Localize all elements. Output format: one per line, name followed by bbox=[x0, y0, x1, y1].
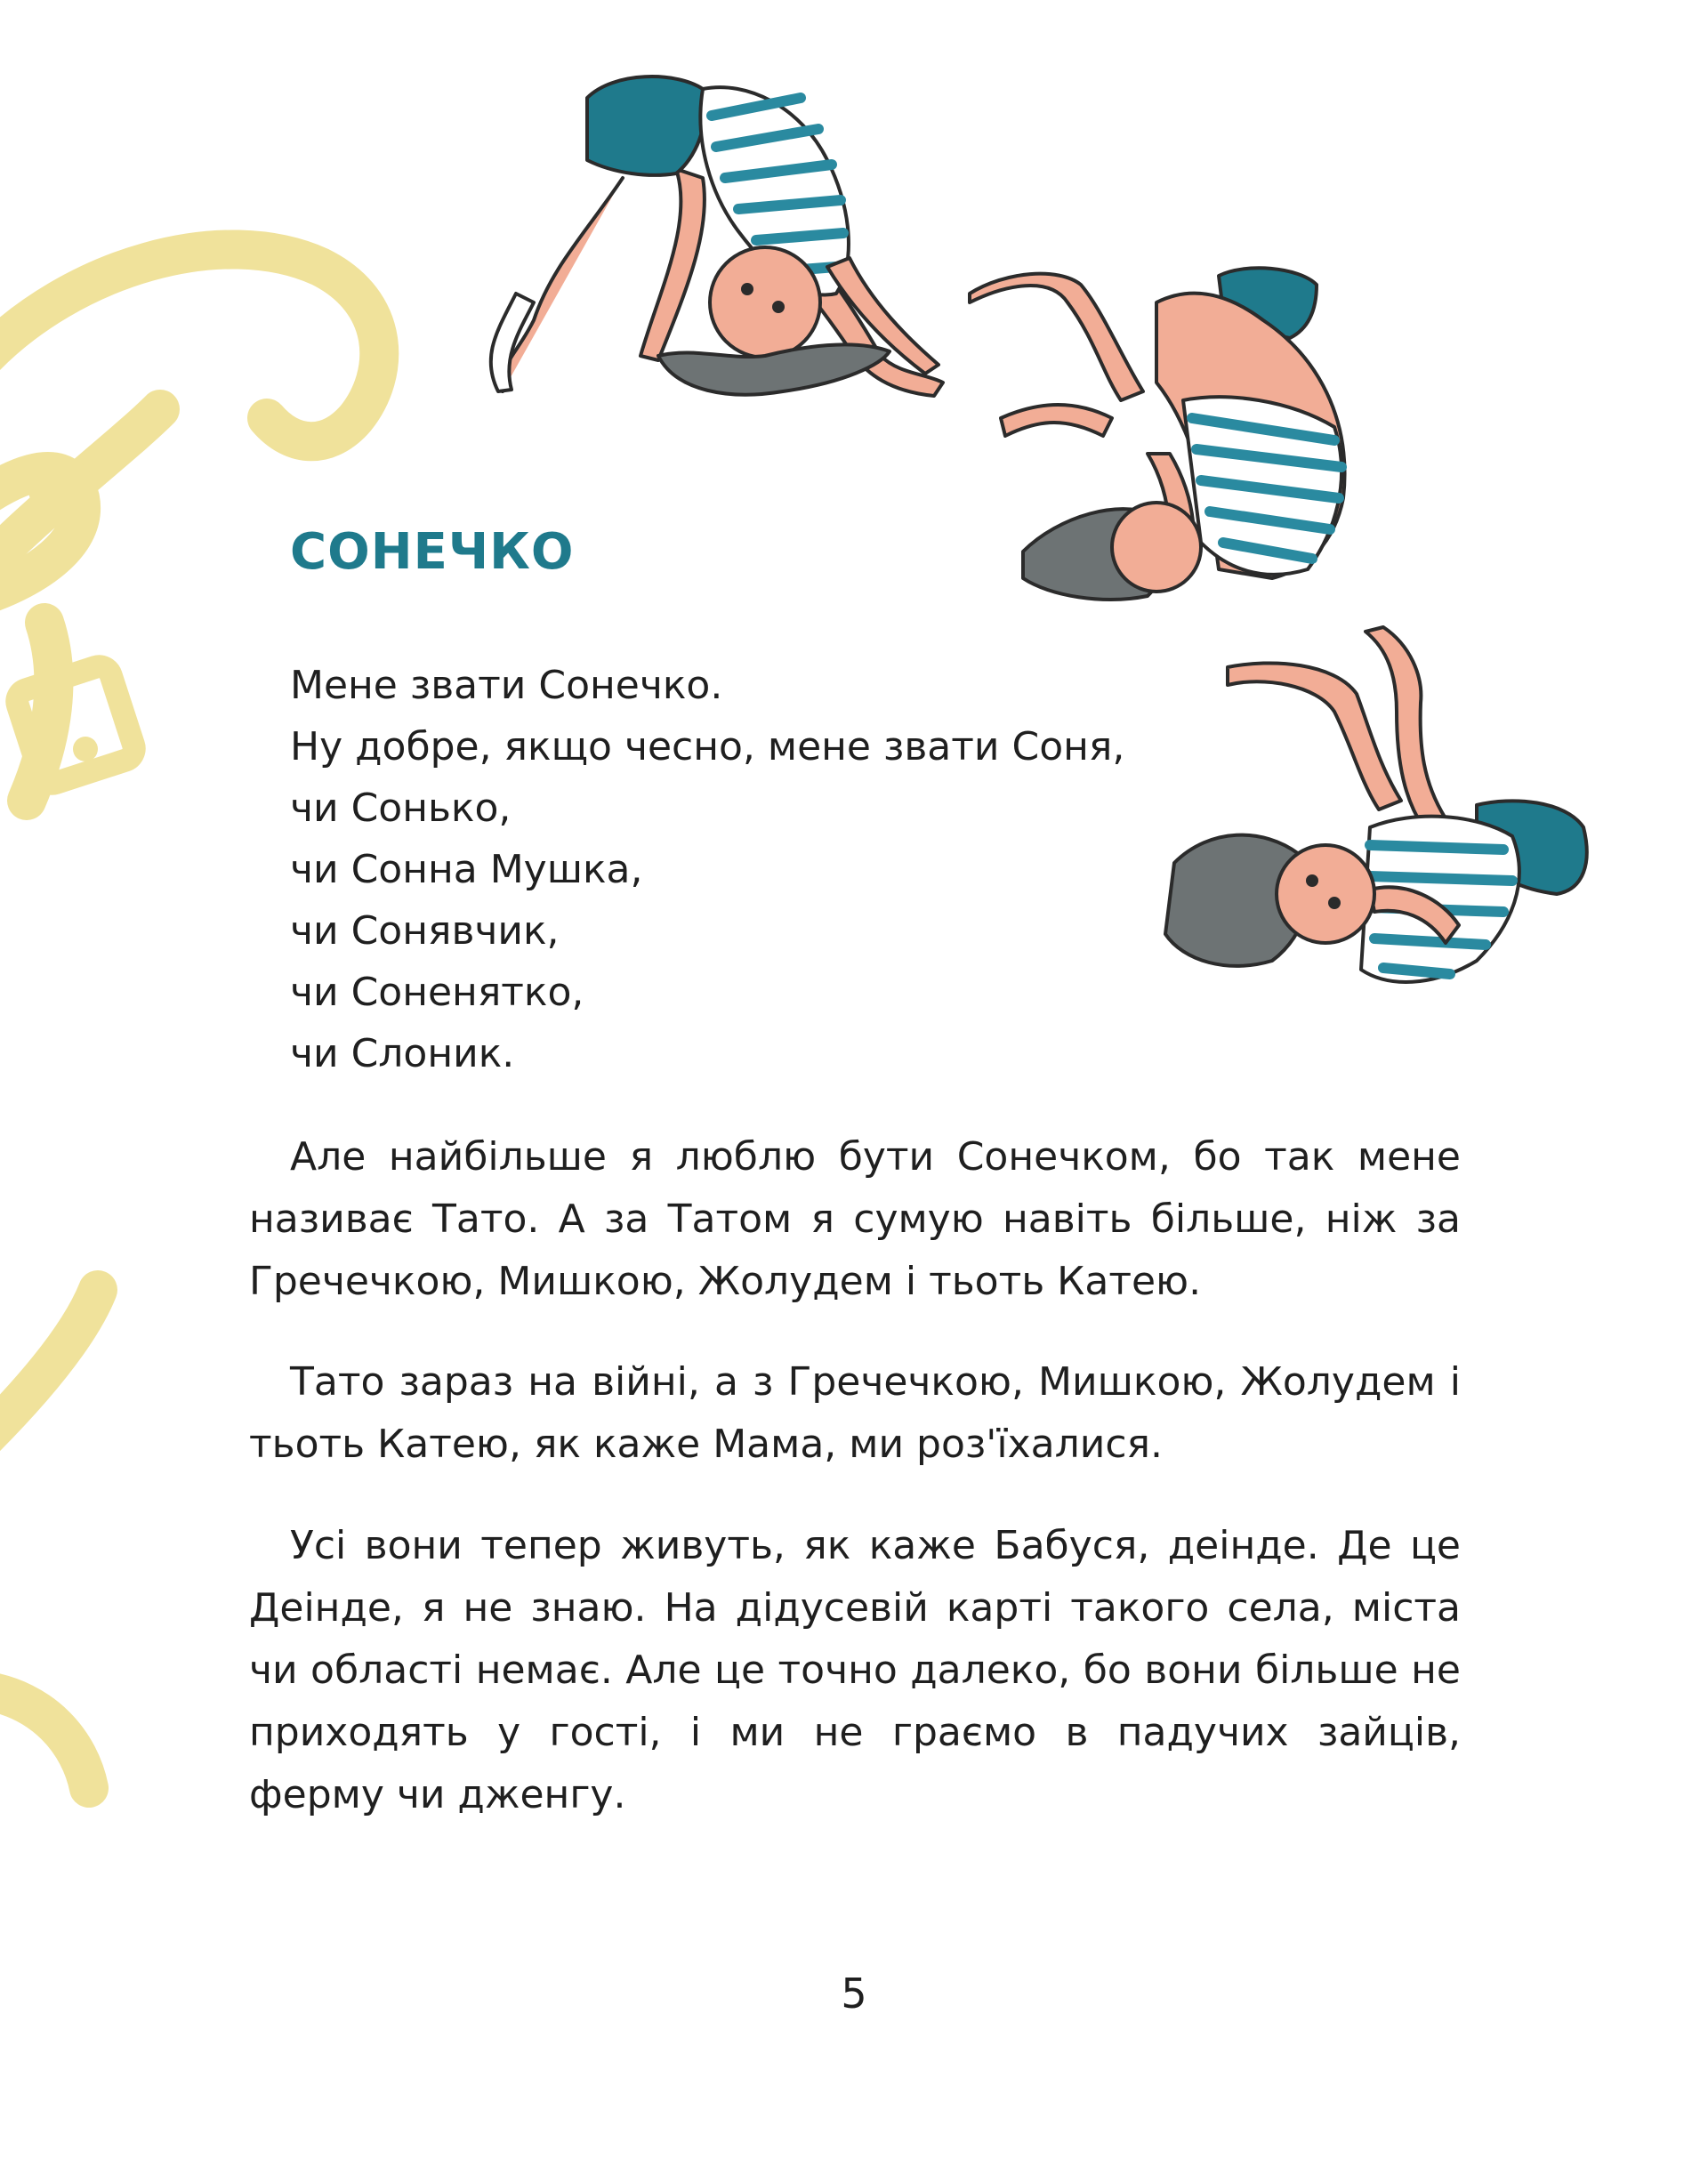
poem-line: чи Сонявчик, bbox=[290, 908, 560, 954]
poem bbox=[290, 655, 1269, 1084]
poem-line: чи Сонна Мушка, bbox=[290, 847, 643, 892]
page-number: 5 bbox=[841, 1970, 867, 2018]
poem-line: чи Соненятко, bbox=[290, 970, 584, 1015]
poem-line: Мене звати Сонечко. bbox=[290, 663, 723, 708]
poem-line: чи Сонько, bbox=[290, 785, 512, 831]
paragraph: Але найбільше я люблю бути Сонечком, бо так мене називає Тато. А за Татом я сумую навіть більше, ніж за Гречечкою, Мишкою, Жолудем і тьоть Катею. bbox=[249, 1134, 1461, 1304]
poem-line: Ну добре, якщо чесно, мене звати Соня, bbox=[290, 724, 1125, 769]
paragraph: Усі вони тепер живуть, як каже Бабуся, деінде. Де це Деінде, я не знаю. На дідусевій карті такого села, міста чи області немає. Але це точно далеко, бо вони більше не приходять у гості, і ми не граємо в падучих зайців, ферму чи дженгу. bbox=[249, 1523, 1461, 1817]
paragraph: Тато зараз на війні, а з Гречечкою, Мишкою, Жолудем і тьоть Катею, як каже Мама, ми роз'їхалися. bbox=[249, 1359, 1461, 1467]
poem-line: чи Слоник. bbox=[290, 1031, 515, 1076]
chapter-title: СОНЕЧКО bbox=[290, 523, 575, 581]
